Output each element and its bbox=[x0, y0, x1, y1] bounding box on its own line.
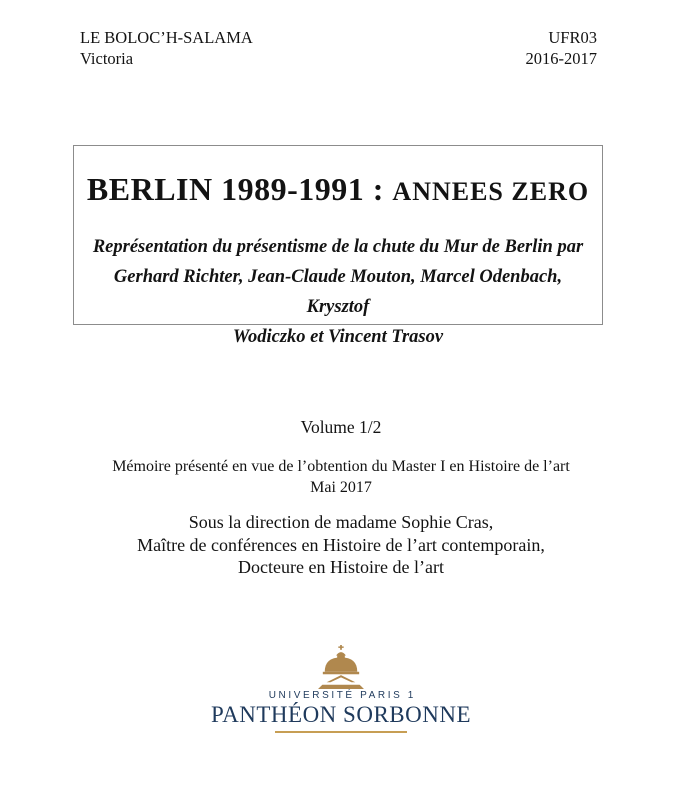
pantheon-dome-icon bbox=[316, 645, 366, 689]
author-block bbox=[80, 27, 253, 69]
thesis-subtitle-line: Wodiczko et Vincent Trasov bbox=[232, 327, 444, 347]
thesis-title-main: BERLIN 1989-1991 : bbox=[86, 171, 393, 207]
degree-statement: Mémoire présenté en vue de l’obtention du Master I en Histoire de l’art bbox=[112, 458, 570, 475]
thesis-title-sub: ANNEES ZERO bbox=[392, 177, 590, 206]
academic-year: 2016-2017 bbox=[525, 49, 597, 68]
author-first-name: Victoria bbox=[80, 49, 134, 68]
degree-date: Mai 2017 bbox=[310, 479, 372, 496]
logo-pantheon-wordmark: PANTHÉON SORBONNE bbox=[210, 702, 472, 727]
university-logo bbox=[0, 645, 682, 733]
supervisor-title-line: Maître de conférences en Histoire de l’art contemporain, bbox=[137, 534, 545, 555]
logo-underline-rule bbox=[275, 731, 407, 733]
title-box bbox=[73, 145, 603, 347]
ufr-code: UFR03 bbox=[548, 28, 597, 47]
degree-block bbox=[0, 456, 682, 498]
thesis-title bbox=[84, 170, 592, 211]
logo-university-wordmark: UNIVERSITÉ PARIS 1 bbox=[268, 690, 416, 701]
thesis-subtitle bbox=[84, 232, 592, 352]
course-block bbox=[526, 27, 598, 69]
supervisor-line: Sous la direction de madame Sophie Cras, bbox=[188, 512, 494, 532]
supervisor-degree-line: Docteure en Histoire de l’art bbox=[238, 557, 444, 577]
volume-label: Volume 1/2 bbox=[300, 417, 382, 437]
thesis-subtitle-line: Gerhard Richter, Jean-Claude Mouton, Marcel Odenbach, Krysztof bbox=[113, 267, 563, 317]
thesis-subtitle-line: Représentation du présentisme de la chute du Mur de Berlin par bbox=[92, 237, 584, 257]
author-last-name: LE BOLOC’H-SALAMA bbox=[80, 28, 253, 47]
supervision-block bbox=[0, 511, 682, 579]
